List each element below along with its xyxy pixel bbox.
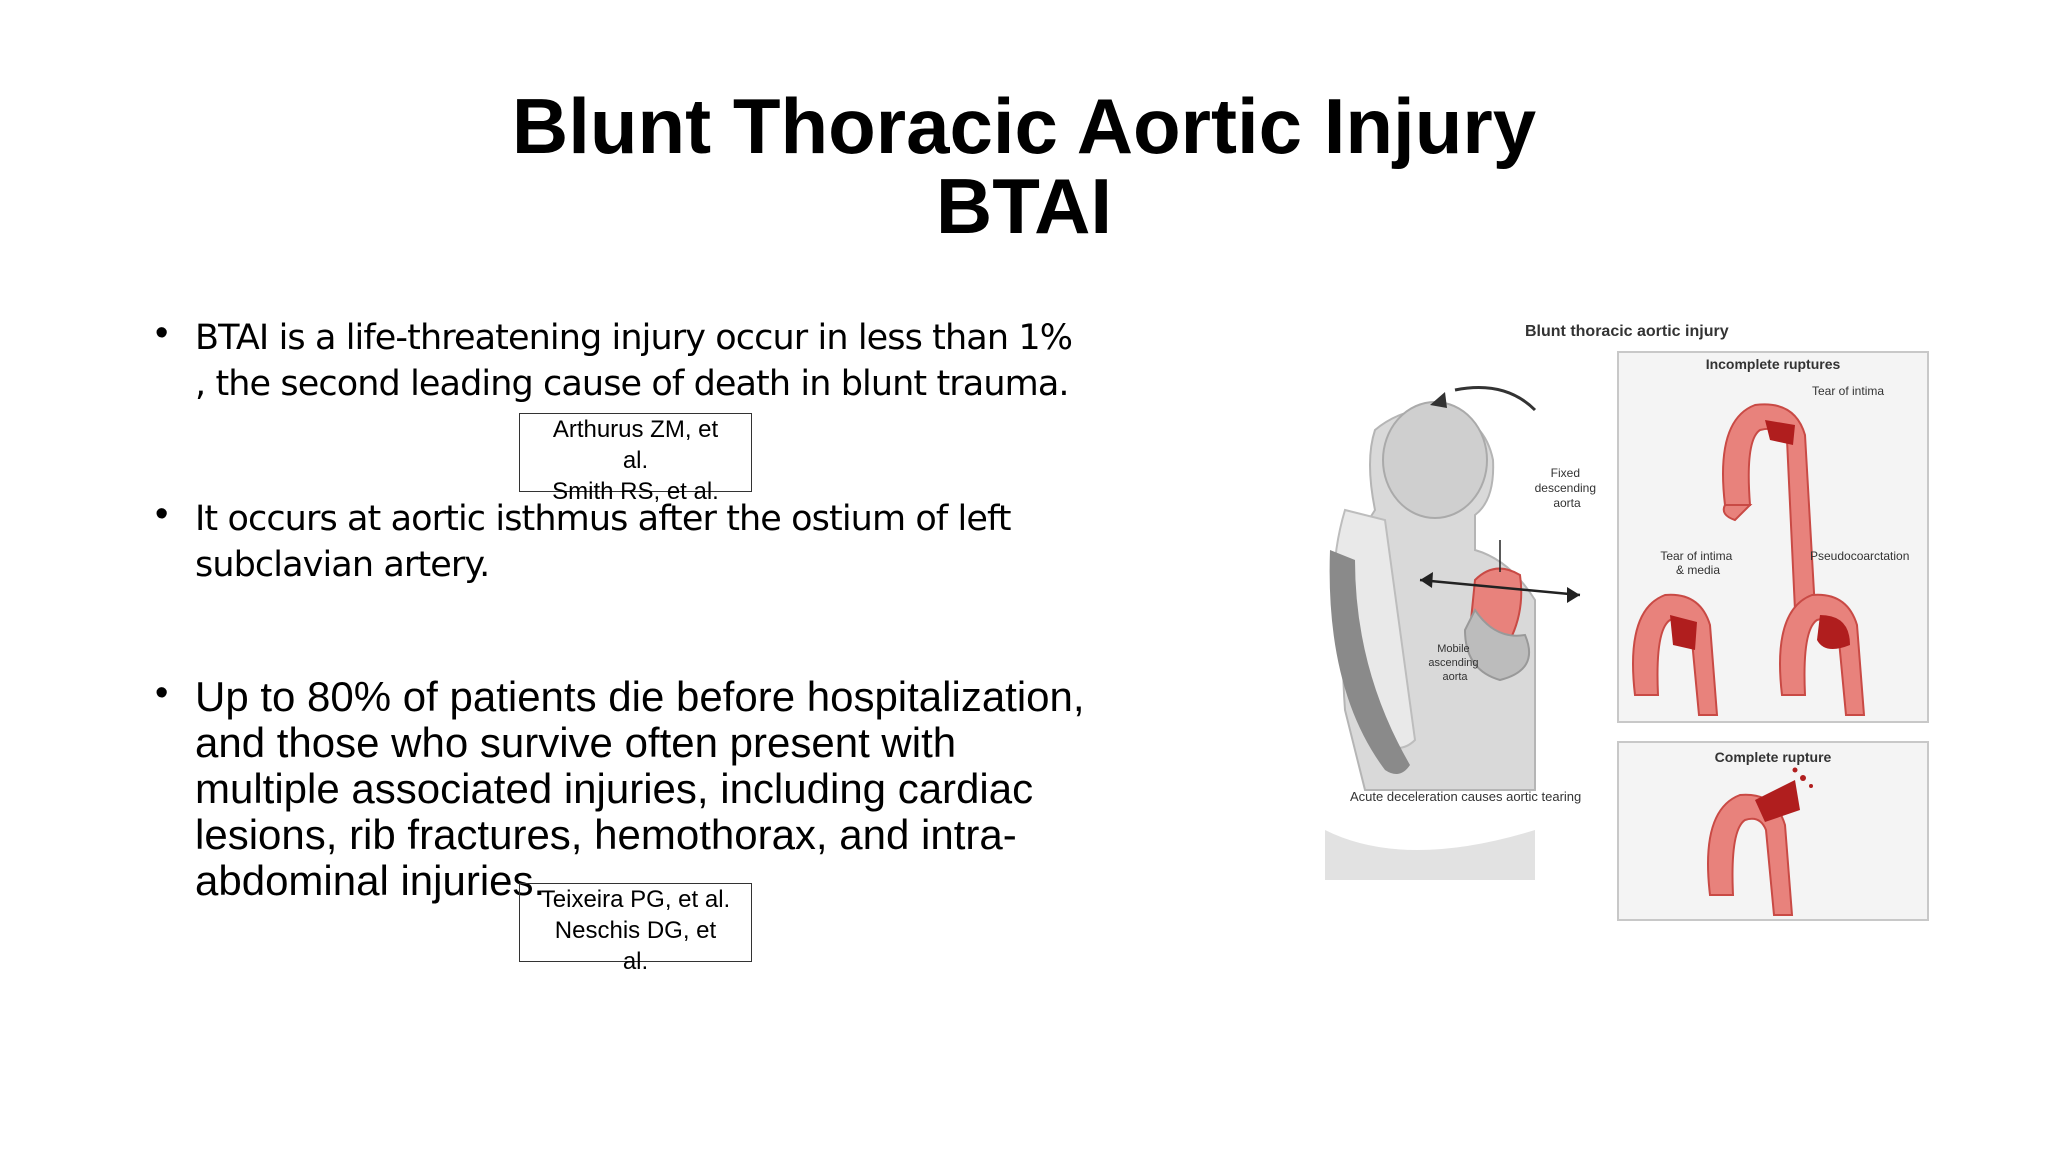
bullet-dot: • [155,672,169,714]
reference-box: Teixeira PG, et al. Neschis DG, et al. [519,883,752,962]
label-pseudocoarctation: Pseudocoarctation [1810,549,1910,563]
figure-caption: Acute deceleration causes aortic tearing [1350,789,1582,804]
label-tear-intima: Tear of intima [1812,384,1885,398]
panel-complete-rupture [1618,742,1928,920]
bullet-text: It occurs at aortic isthmus after the ostium of left subclavian artery. [195,499,1011,585]
bullet-text: BTAI is a life-threatening injury occur in less than 1% , the second leading cause of death in blunt trauma. [195,318,1073,404]
bullet-text: Up to 80% of patients die before hospitalization, and those who survive often present with multiple associated injuries, including cardiac lesions, rib fractures, hemothorax, and intra- abdominal injuries. [195,673,1085,904]
reference-box: Arthurus ZM, et al. Smith RS, et al. [519,413,752,492]
slide-title [0,82,2048,250]
title-line-2: BTAI [935,162,1113,250]
bullet-dot: • [155,493,169,535]
panel-title-complete: Complete rupture [1714,749,1832,765]
label-tear-intima-media: Tear of intima & media [1660,549,1733,577]
panel-title-incomplete: Incomplete ruptures [1705,356,1841,372]
label-fixed-aorta: Fixed descending aorta [1534,466,1597,510]
panel-incomplete-ruptures [1618,352,1928,722]
figure-title: Blunt thoracic aortic injury [1525,323,1729,340]
bullet-dot: • [155,312,169,354]
aortic-injury-figure [1325,310,1935,930]
title-line-1: Blunt Thoracic Aortic Injury [511,82,1537,170]
label-mobile-aorta: Mobile ascending aorta [1428,643,1479,683]
